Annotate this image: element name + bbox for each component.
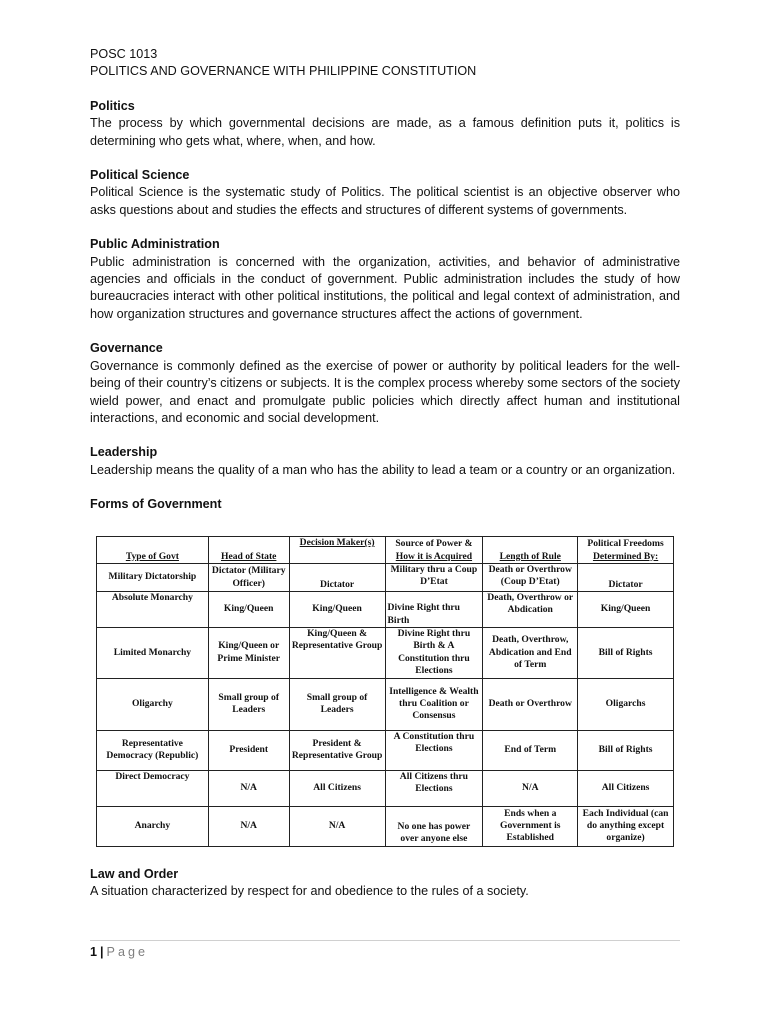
table-row [97, 730, 674, 770]
course-code: POSC 1013 [90, 47, 158, 61]
table-row [97, 806, 674, 846]
table-cell: Intelligence & Wealth thru Coalition or Consensus [385, 678, 483, 730]
table-cell: Military Dictatorship [97, 564, 209, 592]
table-cell: A Constitution thru Elections [385, 730, 483, 770]
forms-of-government-heading: Forms of Government [90, 497, 222, 512]
section-body: Leadership means the quality of a man who has the ability to lead a team or a country or an organization. [90, 462, 676, 477]
page-footer [90, 944, 148, 961]
section-body: Public administration is concerned with the organization, activities, and behavior of administrative agencies and officials in the conduct of government. Public administration includes the study of how bureaucracies interact with other political institutions, the political and legal context of administration, and how organization structures and governance structures affect the actions of government. [90, 254, 680, 321]
table-cell: Oligarchs [578, 678, 674, 730]
table-cell: Small group of Leaders [289, 678, 385, 730]
table-row [97, 678, 674, 730]
section-heading: Political Science [90, 168, 190, 183]
table-header-row [97, 537, 674, 564]
table-cell: Each Individual (can do anything except organize) [578, 806, 674, 846]
table-cell: Representative Democracy (Republic) [97, 730, 209, 770]
page-label: Page [106, 945, 148, 959]
section-heading: Law and Order [90, 867, 179, 881]
table-cell: Oligarchy [97, 678, 209, 730]
table-cell: No one has power over anyone else [385, 806, 483, 846]
forms-of-government-table [96, 536, 674, 847]
table-cell: Direct Democracy [97, 770, 209, 806]
table-cell: N/A [483, 770, 578, 806]
table-cell: King/Queen [208, 592, 289, 628]
document-page [90, 46, 680, 899]
section-governance [90, 340, 680, 427]
table-cell: Limited Monarchy [97, 628, 209, 679]
footer-divider [90, 940, 680, 941]
column-header-political-freedoms: Political Freedoms Determined By: [578, 537, 674, 564]
table-cell: Military thru a Coup D’Etat [385, 564, 483, 592]
section-heading: Leadership [90, 445, 158, 460]
column-header-decision-makers: Decision Maker(s) [289, 537, 385, 564]
table-cell: Ends when a Government is Established [483, 806, 578, 846]
table-row [97, 628, 674, 679]
column-header-head-of-state: Head of State [208, 537, 289, 564]
section-body: Governance is commonly defined as the exercise of power or authority by political leaders for the well-being of their country’s citizens or subjects. It is the complex process whereby some sectors of the society wield power, and enact and promulgate public policies which directly affect human and institutional interactions, and economic and social development. [90, 358, 680, 425]
column-header-type: Type of Govt [97, 537, 209, 564]
table-cell: Death, Overthrow, Abdication and End of Term [483, 628, 578, 679]
table-cell: All Citizens [289, 770, 385, 806]
table-cell: Divine Right thru Birth [385, 592, 483, 628]
table-cell: President [208, 730, 289, 770]
section-body: The process by which governmental decisions are made, as a famous definition puts it, politics is determining who gets what, where, when, and how. [90, 116, 680, 148]
table-row [97, 592, 674, 628]
table-cell: Absolute Monarchy [97, 592, 209, 628]
course-title: POLITICS AND GOVERNANCE WITH PHILIPPINE CONSTITUTION [90, 64, 477, 79]
table-cell: King/Queen [578, 592, 674, 628]
table-cell: All Citizens thru Elections [385, 770, 483, 806]
table-cell: N/A [208, 770, 289, 806]
footer-separator: | [100, 945, 104, 959]
table-cell: All Citizens [578, 770, 674, 806]
table-cell: Death or Overthrow [483, 678, 578, 730]
table-cell: Dictator [289, 564, 385, 592]
section-heading: Governance [90, 341, 163, 356]
table-row [97, 564, 674, 592]
section-leadership [90, 444, 680, 479]
table-cell: Death, Overthrow or Abdication [483, 592, 578, 628]
table-cell: King/Queen or Prime Minister [208, 628, 289, 679]
table-cell: N/A [289, 806, 385, 846]
table-cell: Bill of Rights [578, 628, 674, 679]
table-cell: Dictator (Military Officer) [208, 564, 289, 592]
section-law-and-order [90, 866, 680, 901]
table-cell: President & Representative Group [289, 730, 385, 770]
section-heading: Politics [90, 98, 135, 113]
section-political-science [90, 167, 680, 219]
table-cell: Anarchy [97, 806, 209, 846]
table-cell: Dictator [578, 564, 674, 592]
section-politics [90, 98, 680, 150]
column-header-source-of-power: Source of Power & How it is Acquired [385, 537, 483, 564]
table-cell: Small group of Leaders [208, 678, 289, 730]
table-cell: King/Queen [289, 592, 385, 628]
section-heading: Public Administration [90, 237, 220, 252]
section-body: A situation characterized by respect for and obedience to the rules of a society. [90, 884, 529, 899]
table-cell: End of Term [483, 730, 578, 770]
table-cell: King/Queen & Representative Group [289, 628, 385, 679]
table-cell: N/A [208, 806, 289, 846]
table-cell: Death or Overthrow (Coup D’Etat) [483, 564, 578, 592]
section-public-administration [90, 236, 680, 323]
table-row [97, 770, 674, 806]
table-cell: Divine Right thru Birth & A Constitution thru Elections [385, 628, 483, 679]
table-cell: Bill of Rights [578, 730, 674, 770]
column-header-length-of-rule: Length of Rule [483, 537, 578, 564]
page-number: 1 [90, 945, 98, 959]
section-body: Political Science is the systematic study of Politics. The political scientist is an objective observer who asks questions about and studies the effects and structures of different systems of governments. [90, 185, 680, 217]
